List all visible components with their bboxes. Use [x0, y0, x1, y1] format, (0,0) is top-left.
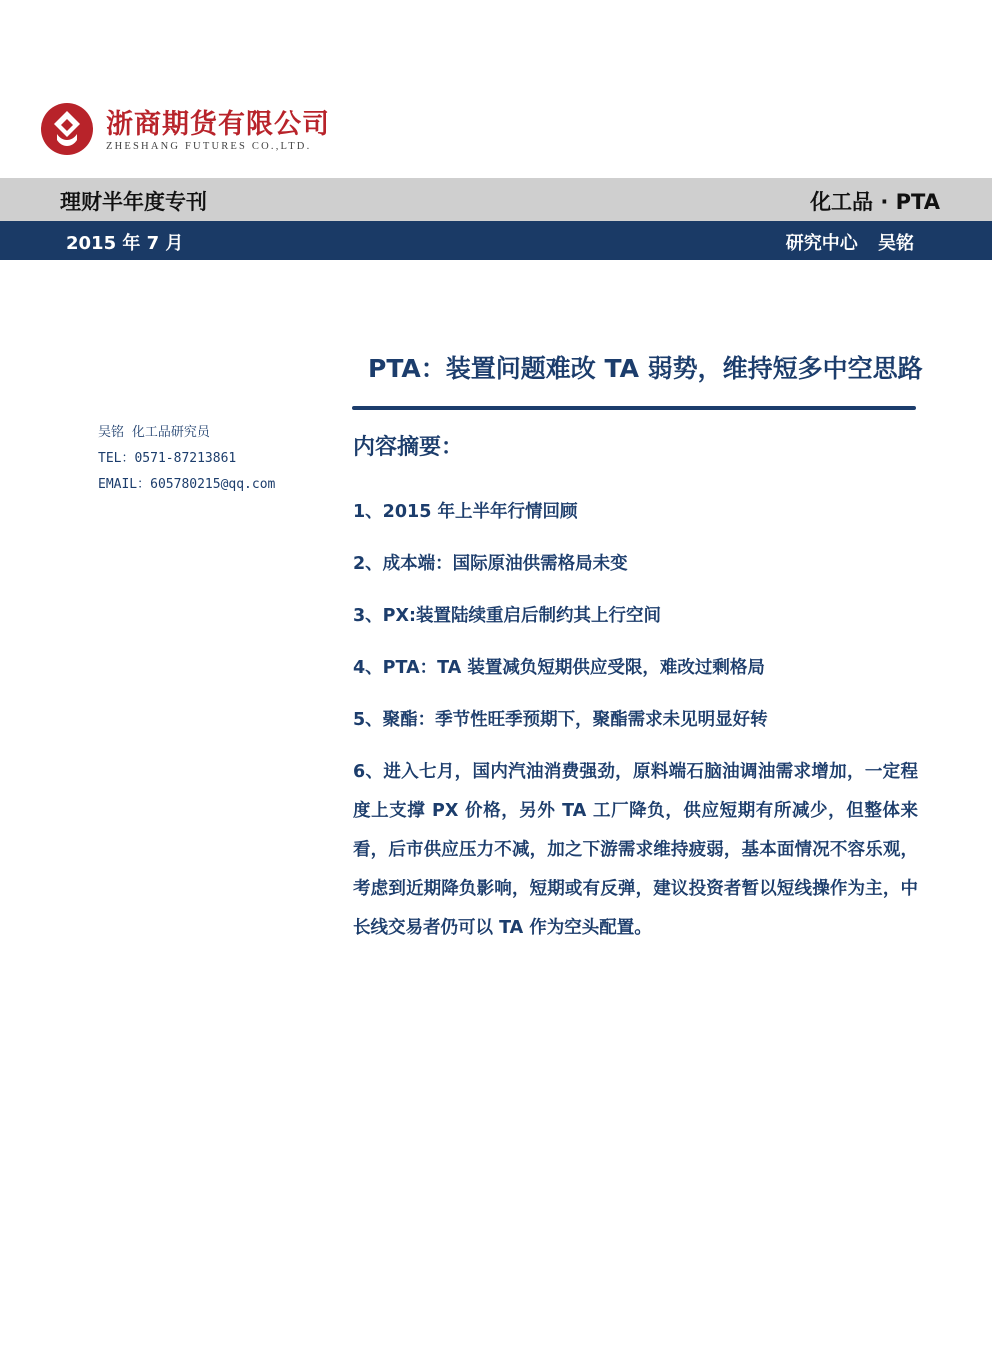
title-divider	[352, 406, 916, 410]
company-logo-icon	[40, 102, 94, 156]
summary-item: 4、PTA：TA 装置减负短期供应受限，难改过剩格局	[353, 658, 765, 678]
summary-item: 5、聚酯：季节性旺季预期下，聚酯需求未见明显好转	[353, 710, 768, 730]
author-name-role: 吴铭 化工品研究员	[98, 425, 210, 440]
summary-item: 2、成本端：国际原油供需格局未变	[353, 554, 628, 574]
company-logo	[40, 100, 330, 160]
author-info	[98, 420, 275, 498]
byline: 研究中心 吴铭	[785, 233, 914, 254]
author-email: EMAIL：605780215@qq.com	[98, 477, 276, 492]
summary-item: 3、PX:装置陆续重启后制约其上行空间	[353, 606, 661, 626]
summary-paragraph: 6、进入七月，国内汽油消费强劲，原料端石脑油调油需求增加，一定程度上支撑 PX 价格，另外 TA 工厂降负，供应短期有所减少，但整体来看，后市供应压力不减，加之下游需求维持疲弱，基本面情况不容乐观，考虑到近期降负影响，短期或有反弹，建议投资者暂以短线操作为主，中长线交易者仍可以 TA 作为空头配置。	[353, 762, 918, 938]
report-title: PTA：装置问题难改 TA 弱势，维持短多中空思路	[368, 354, 923, 383]
summary-item: 1、2015 年上半年行情回顾	[353, 502, 578, 522]
summary-heading: 内容摘要：	[353, 435, 464, 460]
report-date: 2015 年 7 月	[66, 233, 184, 254]
author-tel: TEL：0571-87213861	[98, 451, 237, 466]
publication-title: 理财半年度专刊	[60, 190, 207, 214]
date-band	[0, 221, 992, 260]
publication-band	[0, 178, 992, 221]
category-label: 化工品 · PTA	[810, 190, 940, 214]
company-name-cn: 浙商期货有限公司	[106, 109, 330, 140]
summary-section	[353, 430, 933, 948]
company-name-en: ZHESHANG FUTURES CO.,LTD.	[106, 141, 312, 152]
